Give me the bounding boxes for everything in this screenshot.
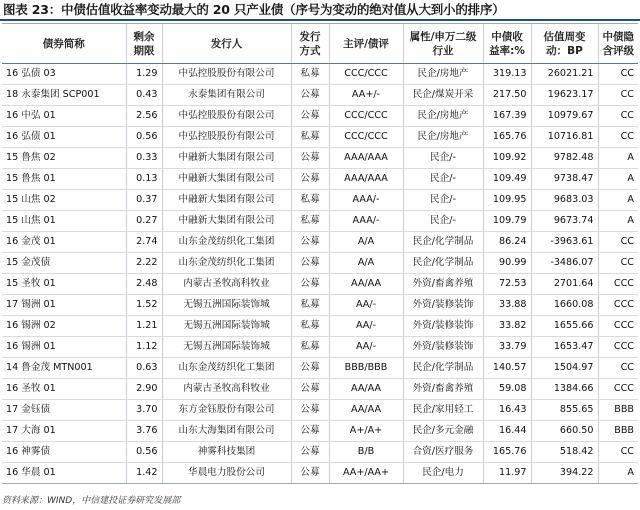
table-row — [2, 190, 638, 211]
bond-name-cell: 15 鲁焦 02 — [2, 148, 126, 169]
weekly-change-cell: 9782.48 — [531, 148, 598, 169]
yield-cell: 33.88 — [483, 295, 531, 316]
issue-method-cell: 公募 — [291, 274, 329, 295]
yield-cell: 90.99 — [483, 253, 531, 274]
rating-cell: AA/AA — [329, 400, 403, 421]
implied-rating-cell: CCC — [598, 316, 638, 337]
remaining-term-cell: 2.74 — [126, 232, 162, 253]
issue-method-cell: 私募 — [291, 127, 329, 148]
weekly-change-cell: 9738.47 — [531, 169, 598, 190]
implied-rating-cell: A — [598, 148, 638, 169]
yield-cell: 167.39 — [483, 106, 531, 127]
issuer-cell: 神雾科技集团 — [162, 442, 291, 463]
bond-name-cell: 17 大海 01 — [2, 421, 126, 442]
issue-method-cell: 公募 — [291, 400, 329, 421]
rating-cell: AA+/- — [329, 85, 403, 106]
implied-rating-cell: CC — [598, 85, 638, 106]
implied-rating-cell: CC — [598, 358, 638, 379]
remaining-term-cell: 3.70 — [126, 400, 162, 421]
implied-rating-cell: CC — [598, 232, 638, 253]
table-row — [2, 148, 638, 169]
yield-cell: 11.97 — [483, 463, 531, 484]
issuer-cell: 中弘控股股份有限公司 — [162, 64, 291, 85]
rating-cell: AA/AA — [329, 379, 403, 400]
yield-cell: 16.44 — [483, 421, 531, 442]
issuer-cell: 中融新大集团有限公司 — [162, 211, 291, 232]
issue-method-cell: 私募 — [291, 295, 329, 316]
industry-cell: 民企/- — [403, 169, 483, 190]
implied-rating-cell: A — [598, 211, 638, 232]
issue-method-cell: 公募 — [291, 106, 329, 127]
remaining-term-cell: 1.21 — [126, 316, 162, 337]
implied-rating-cell: BBB — [598, 421, 638, 442]
remaining-term-cell: 0.63 — [126, 358, 162, 379]
industry-cell: 民企/- — [403, 190, 483, 211]
header-bond-name: 债券简称 — [2, 24, 126, 64]
yield-cell: 16.43 — [483, 400, 531, 421]
yield-cell: 72.53 — [483, 274, 531, 295]
bond-name-cell: 16 金茂 01 — [2, 232, 126, 253]
implied-rating-cell: CC — [598, 64, 638, 85]
table-row — [2, 400, 638, 421]
bond-name-cell: 16 圣牧 01 — [2, 379, 126, 400]
issue-method-cell: 私募 — [291, 337, 329, 358]
bond-name-cell: 16 弘债 03 — [2, 64, 126, 85]
header-weekly-change: 估值周变 动：BP — [531, 24, 598, 64]
weekly-change-cell: 1504.97 — [531, 358, 598, 379]
issue-method-cell: 公募 — [291, 232, 329, 253]
weekly-change-cell: -3963.61 — [531, 232, 598, 253]
rating-cell: CCC/CCC — [329, 64, 403, 85]
bond-name-cell: 16 神雾债 — [2, 442, 126, 463]
rating-cell: AAA/- — [329, 190, 403, 211]
industry-cell: 民企/煤炭开采 — [403, 85, 483, 106]
bond-name-cell: 16 锡洲 01 — [2, 337, 126, 358]
issue-method-cell: 私募 — [291, 316, 329, 337]
remaining-term-cell: 3.76 — [126, 421, 162, 442]
implied-rating-cell: CCC — [598, 337, 638, 358]
bond-name-cell: 15 圣牧 01 — [2, 274, 126, 295]
rating-cell: AA+/AA+ — [329, 463, 403, 484]
issue-method-cell: 公募 — [291, 463, 329, 484]
remaining-term-cell: 0.56 — [126, 127, 162, 148]
title-rule — [0, 19, 640, 21]
rating-cell: AAA/- — [329, 211, 403, 232]
industry-cell: 民企/电力 — [403, 463, 483, 484]
issue-method-cell: 公募 — [291, 379, 329, 400]
rating-cell: A/A — [329, 232, 403, 253]
bond-name-cell: 16 锡洲 02 — [2, 316, 126, 337]
rating-cell: CCC/CCC — [329, 106, 403, 127]
weekly-change-cell: 855.65 — [531, 400, 598, 421]
bond-name-cell: 14 鲁金茂 MTN001 — [2, 358, 126, 379]
weekly-change-cell: 518.42 — [531, 442, 598, 463]
industry-cell: 外资/装修装饰 — [403, 295, 483, 316]
remaining-term-cell: 1.52 — [126, 295, 162, 316]
table-row — [2, 106, 638, 127]
remaining-term-cell: 2.22 — [126, 253, 162, 274]
bond-name-cell: 17 锡洲 01 — [2, 295, 126, 316]
table-row — [2, 358, 638, 379]
issuer-cell: 中融新大集团有限公司 — [162, 169, 291, 190]
issuer-cell: 山东金茂纺织化工集团 — [162, 358, 291, 379]
issuer-cell: 无锡五洲国际装饰城 — [162, 316, 291, 337]
yield-cell: 165.76 — [483, 442, 531, 463]
table-row — [2, 316, 638, 337]
yield-cell: 86.24 — [483, 232, 531, 253]
remaining-term-cell: 0.13 — [126, 169, 162, 190]
issuer-cell: 永泰集团有限公司 — [162, 85, 291, 106]
rating-cell: AA/- — [329, 337, 403, 358]
issue-method-cell: 公募 — [291, 358, 329, 379]
rating-cell: A/A — [329, 253, 403, 274]
issuer-cell: 中融新大集团有限公司 — [162, 148, 291, 169]
weekly-change-cell: 1660.08 — [531, 295, 598, 316]
implied-rating-cell: CC — [598, 127, 638, 148]
industry-cell: 民企/房地产 — [403, 127, 483, 148]
weekly-change-cell: 1653.47 — [531, 337, 598, 358]
bond-name-cell: 15 金茂债 — [2, 253, 126, 274]
header-issuer: 发行人 — [162, 24, 291, 64]
remaining-term-cell: 2.90 — [126, 379, 162, 400]
issue-method-cell: 公募 — [291, 442, 329, 463]
issuer-cell: 华晨电力股份公司 — [162, 463, 291, 484]
yield-cell: 319.13 — [483, 64, 531, 85]
table-row — [2, 169, 638, 190]
remaining-term-cell: 0.43 — [126, 85, 162, 106]
bond-name-cell: 15 山焦 02 — [2, 190, 126, 211]
issuer-cell: 内蒙古圣牧高科牧业 — [162, 274, 291, 295]
industry-cell: 民企/多元金融 — [403, 421, 483, 442]
weekly-change-cell: 660.50 — [531, 421, 598, 442]
remaining-term-cell: 0.56 — [126, 442, 162, 463]
industry-cell: 外资/装修装饰 — [403, 316, 483, 337]
rating-cell: AAA/AAA — [329, 169, 403, 190]
remaining-term-cell: 1.42 — [126, 463, 162, 484]
table-row — [2, 337, 638, 358]
rating-cell: A+/A+ — [329, 421, 403, 442]
weekly-change-cell: 19623.17 — [531, 85, 598, 106]
implied-rating-cell: CC — [598, 253, 638, 274]
yield-cell: 109.95 — [483, 190, 531, 211]
weekly-change-cell: 1384.66 — [531, 379, 598, 400]
header-industry: 属性/申万二级 行业 — [403, 24, 483, 64]
weekly-change-cell: 9673.74 — [531, 211, 598, 232]
industry-cell: 民企/家用轻工 — [403, 400, 483, 421]
yield-cell: 33.82 — [483, 316, 531, 337]
bond-name-cell: 16 弘债 01 — [2, 127, 126, 148]
yield-cell: 165.76 — [483, 127, 531, 148]
weekly-change-cell: 394.22 — [531, 463, 598, 484]
issue-method-cell: 私募 — [291, 64, 329, 85]
yield-cell: 109.79 — [483, 211, 531, 232]
table-row — [2, 232, 638, 253]
rating-cell: AA/- — [329, 295, 403, 316]
issuer-cell: 山东金茂纺织化工集团 — [162, 253, 291, 274]
remaining-term-cell: 0.33 — [126, 148, 162, 169]
issuer-cell: 东方金钰股份有限公司 — [162, 400, 291, 421]
yield-cell: 109.92 — [483, 148, 531, 169]
table-row — [2, 64, 638, 85]
weekly-change-cell: 9683.03 — [531, 190, 598, 211]
implied-rating-cell: A — [598, 190, 638, 211]
rating-cell: AA/- — [329, 316, 403, 337]
header-rating: 主评/债评 — [329, 24, 403, 64]
implied-rating-cell: A — [598, 463, 638, 484]
yield-cell: 109.49 — [483, 169, 531, 190]
remaining-term-cell: 0.27 — [126, 211, 162, 232]
weekly-change-cell: 26021.21 — [531, 64, 598, 85]
table-row — [2, 379, 638, 400]
issue-method-cell: 私募 — [291, 190, 329, 211]
implied-rating-cell: CCC — [598, 295, 638, 316]
table-row — [2, 463, 638, 484]
issue-method-cell: 公募 — [291, 253, 329, 274]
weekly-change-cell: 10979.67 — [531, 106, 598, 127]
implied-rating-cell: CC — [598, 442, 638, 463]
remaining-term-cell: 0.37 — [126, 190, 162, 211]
table-row — [2, 274, 638, 295]
industry-cell: 合资/医疗服务 — [403, 442, 483, 463]
bond-name-cell: 16 华晨 01 — [2, 463, 126, 484]
implied-rating-cell: BBB — [598, 400, 638, 421]
yield-cell: 140.57 — [483, 358, 531, 379]
remaining-term-cell: 1.29 — [126, 64, 162, 85]
weekly-change-cell: 10716.81 — [531, 127, 598, 148]
bond-name-cell: 17 金钰债 — [2, 400, 126, 421]
industry-cell: 外资/装修装饰 — [403, 337, 483, 358]
issue-method-cell: 私募 — [291, 211, 329, 232]
issuer-cell: 中弘控股股份有限公司 — [162, 106, 291, 127]
table-row — [2, 127, 638, 148]
issue-method-cell: 公募 — [291, 421, 329, 442]
issuer-cell: 无锡五洲国际装饰城 — [162, 295, 291, 316]
table-header-row — [2, 24, 638, 64]
rating-cell: B/B — [329, 442, 403, 463]
header-remaining-term: 剩余 期限 — [126, 24, 162, 64]
industry-cell: 外资/畜禽养殖 — [403, 379, 483, 400]
remaining-term-cell: 2.48 — [126, 274, 162, 295]
source-note: 资料来源：WIND，中信建投证券研究发展部 — [2, 496, 181, 506]
yield-cell: 217.50 — [483, 85, 531, 106]
issue-method-cell: 公募 — [291, 148, 329, 169]
issuer-cell: 中弘控股股份有限公司 — [162, 127, 291, 148]
industry-cell: 民企/房地产 — [403, 64, 483, 85]
rating-cell: AA/AA — [329, 274, 403, 295]
bond-name-cell: 16 中弘 01 — [2, 106, 126, 127]
implied-rating-cell: CCC — [598, 379, 638, 400]
industry-cell: 民企/- — [403, 148, 483, 169]
bond-name-cell: 15 鲁焦 01 — [2, 169, 126, 190]
rating-cell: CCC/CCC — [329, 127, 403, 148]
header-yield: 中债收 益率:% — [483, 24, 531, 64]
issue-method-cell: 公募 — [291, 169, 329, 190]
industry-cell: 民企/房地产 — [403, 106, 483, 127]
remaining-term-cell: 1.12 — [126, 337, 162, 358]
header-issue-method: 发行 方式 — [291, 24, 329, 64]
industry-cell: 民企/化学制品 — [403, 358, 483, 379]
issuer-cell: 无锡五洲国际装饰城 — [162, 337, 291, 358]
weekly-change-cell: 1655.66 — [531, 316, 598, 337]
industry-cell: 外资/畜禽养殖 — [403, 274, 483, 295]
issuer-cell: 内蒙古圣牧高科牧业 — [162, 379, 291, 400]
bond-name-cell: 15 山焦 01 — [2, 211, 126, 232]
issue-method-cell: 公募 — [291, 85, 329, 106]
weekly-change-cell: 2701.64 — [531, 274, 598, 295]
implied-rating-cell: CCC — [598, 274, 638, 295]
table-row — [2, 85, 638, 106]
bond-name-cell: 18 永泰集团 SCP001 — [2, 85, 126, 106]
implied-rating-cell: CC — [598, 106, 638, 127]
bond-table — [2, 23, 638, 484]
industry-cell: 民企/化学制品 — [403, 232, 483, 253]
remaining-term-cell: 2.56 — [126, 106, 162, 127]
table-row — [2, 421, 638, 442]
yield-cell: 33.79 — [483, 337, 531, 358]
table-row — [2, 295, 638, 316]
yield-cell: 59.08 — [483, 379, 531, 400]
rating-cell: BBB/BBB — [329, 358, 403, 379]
issuer-cell: 山东金茂纺织化工集团 — [162, 232, 291, 253]
header-implied-rating: 中债隐 含评级 — [598, 24, 638, 64]
table-row — [2, 442, 638, 463]
issuer-cell: 中融新大集团有限公司 — [162, 190, 291, 211]
industry-cell: 民企/- — [403, 211, 483, 232]
weekly-change-cell: -3486.07 — [531, 253, 598, 274]
rating-cell: AAA/AAA — [329, 148, 403, 169]
table-row — [2, 253, 638, 274]
implied-rating-cell: A — [598, 169, 638, 190]
issuer-cell: 山东大海集团有限公司 — [162, 421, 291, 442]
figure-title: 图表 23：中债估值收益率变动最大的 20 只产业债（序号为变动的绝对值从大到小的排序） — [3, 2, 505, 17]
industry-cell: 民企/化学制品 — [403, 253, 483, 274]
table-row — [2, 211, 638, 232]
